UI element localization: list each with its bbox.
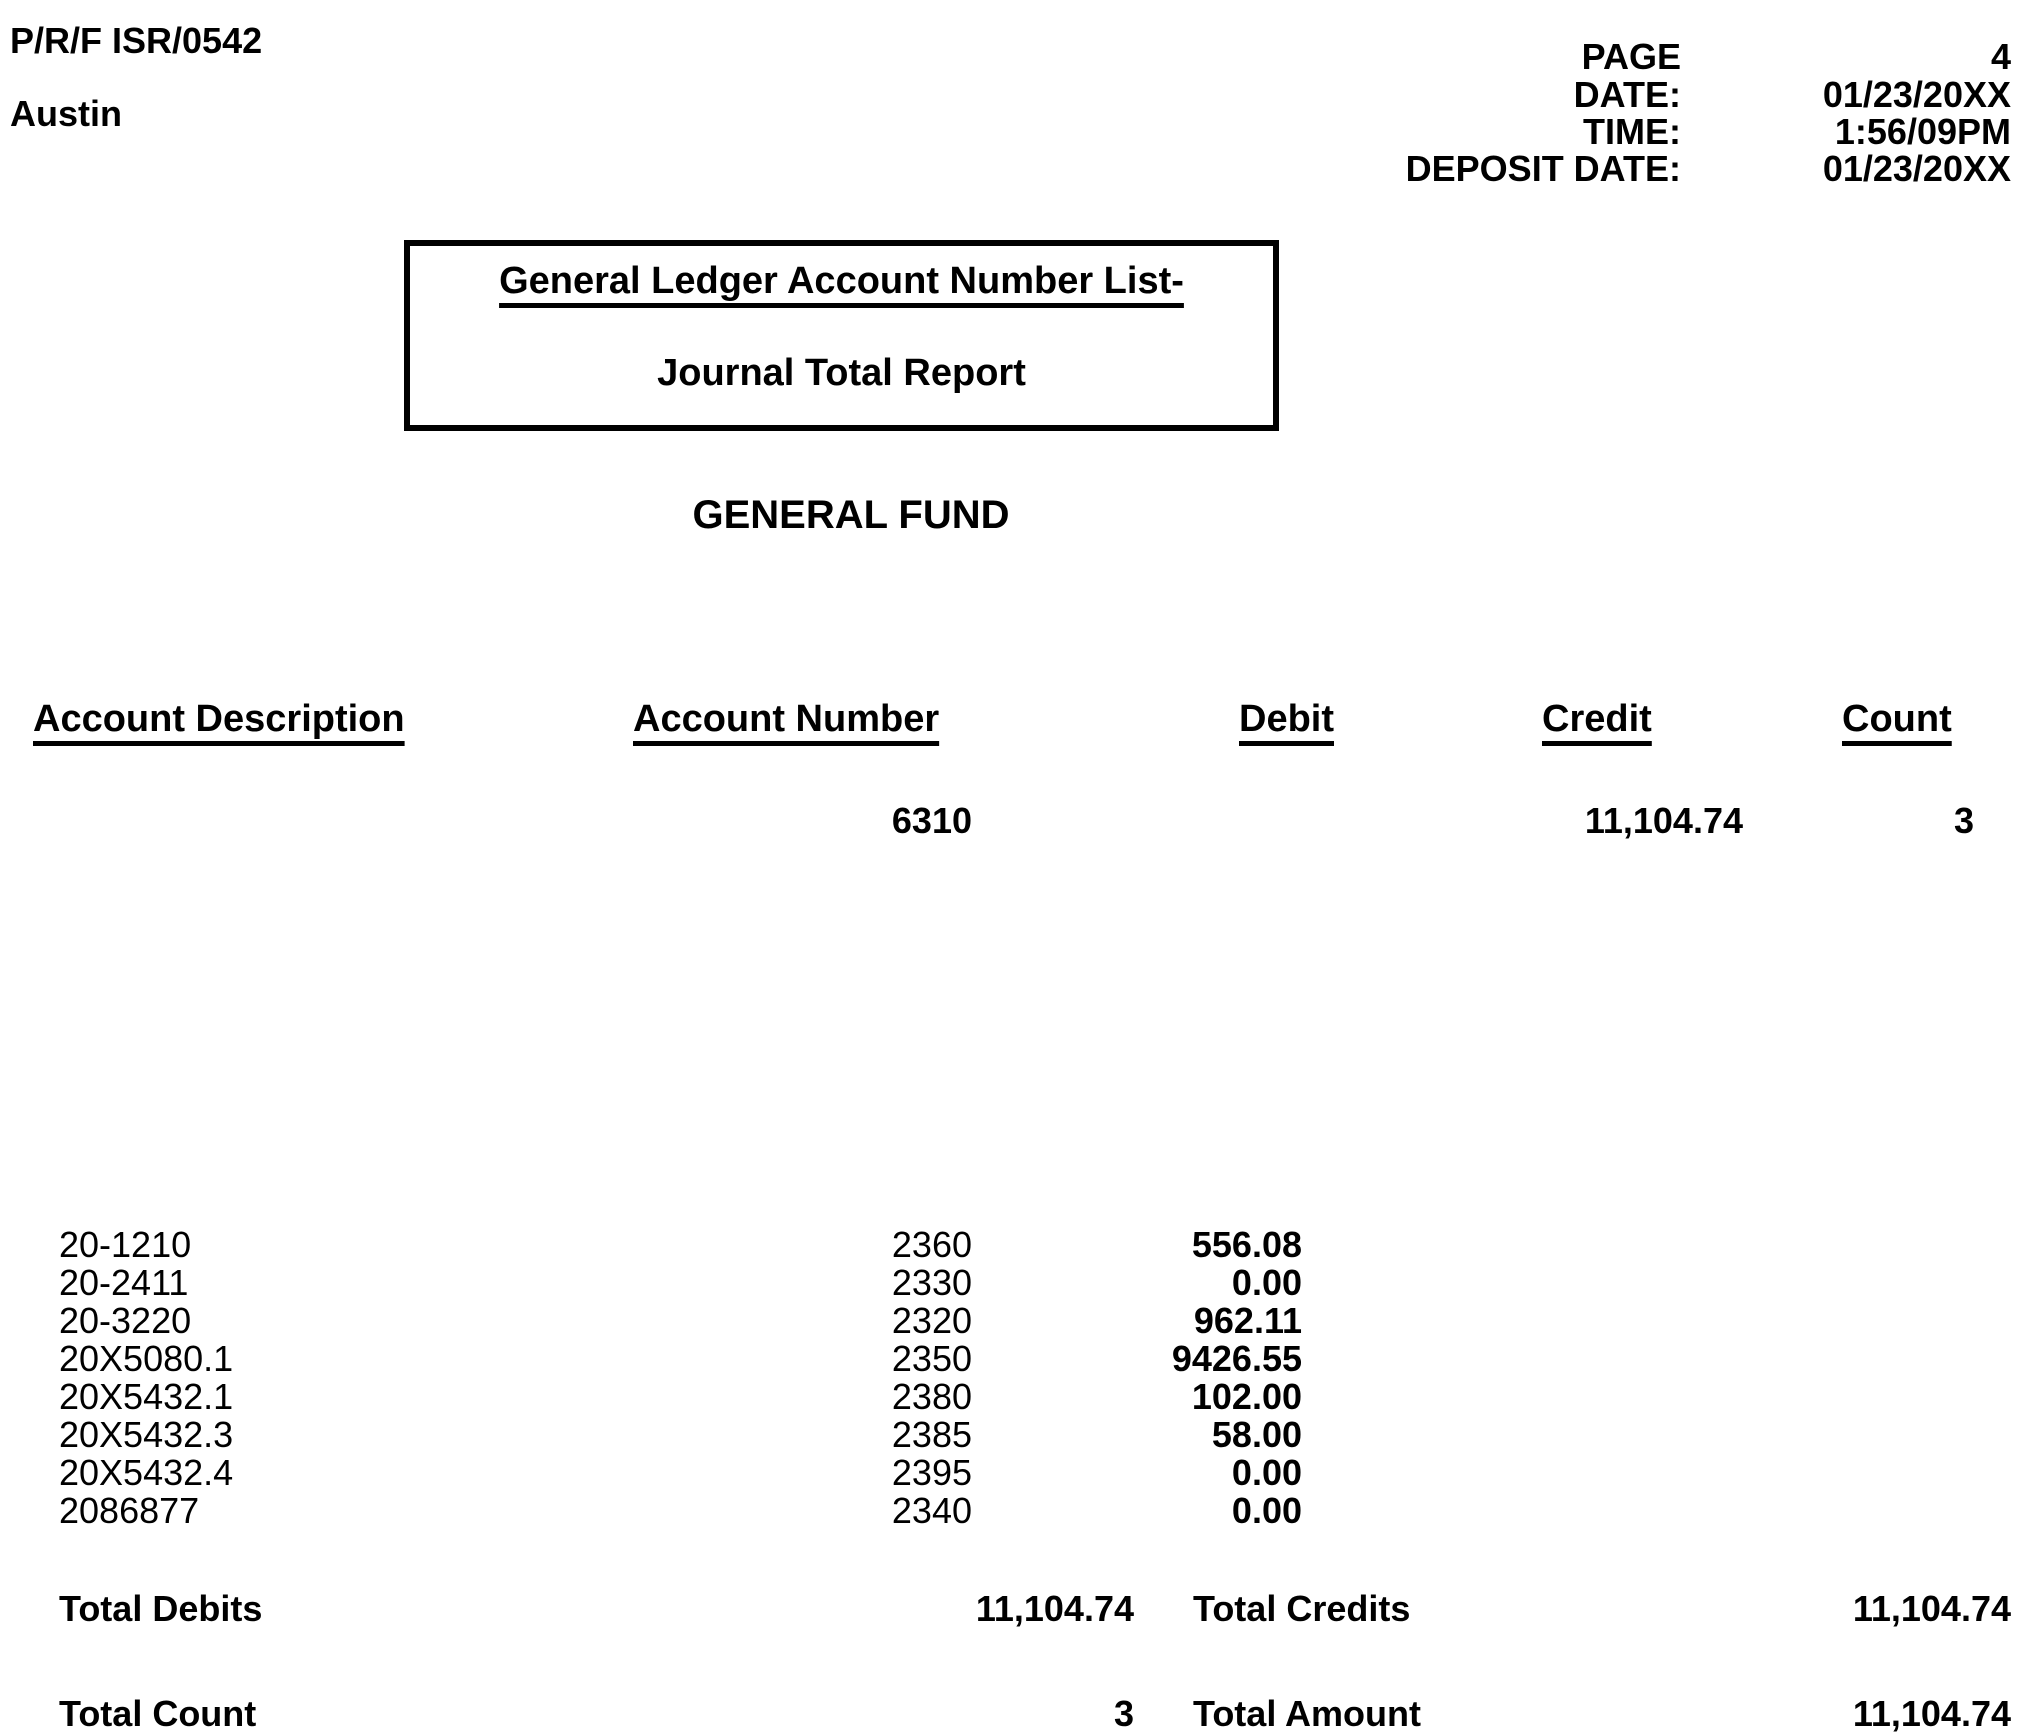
account-description: 20-3220 (59, 1300, 192, 1341)
total-credits-label: Total Credits (1193, 1588, 1411, 1629)
account-debit: 962.11 (1193, 1300, 1302, 1341)
date-value: 01/23/20XX (1822, 74, 2011, 115)
summary-row (0, 800, 2025, 844)
report-code: P/R/F ISR/0542 (10, 20, 263, 61)
meta-row-time (1000, 111, 2011, 152)
account-description: 20X5080.1 (59, 1338, 234, 1379)
column-header-debit: Debit (1239, 698, 1334, 740)
account-number: 2380 (891, 1376, 972, 1417)
meta-row-page (1000, 36, 2011, 77)
totals-row-debits-credits (0, 1588, 2025, 1632)
table-row (0, 1224, 2025, 1265)
page-value: 4 (1990, 36, 2011, 77)
time-value: 1:56/09PM (1834, 111, 2011, 152)
total-amount-value: 11,104.74 (1852, 1693, 2011, 1734)
account-description: 20-1210 (59, 1224, 192, 1265)
totals-row-count-amount (0, 1693, 2025, 1735)
table-row (0, 1338, 2025, 1379)
total-debits-value: 11,104.74 (975, 1588, 1134, 1629)
report-title-box (404, 240, 1279, 431)
summary-count: 3 (1953, 800, 1974, 841)
account-number: 2350 (891, 1338, 972, 1379)
total-debits-label: Total Debits (59, 1588, 263, 1629)
table-row (0, 1490, 2025, 1531)
summary-account-number: 6310 (891, 800, 972, 841)
account-number: 2320 (891, 1300, 972, 1341)
account-debit: 58.00 (1211, 1414, 1302, 1455)
table-row (0, 1452, 2025, 1493)
deposit-date-value: 01/23/20XX (1822, 148, 2011, 189)
account-description: 20-2411 (59, 1262, 189, 1303)
total-count-label: Total Count (59, 1693, 257, 1734)
account-debit: 0.00 (1231, 1452, 1302, 1493)
meta-row-date (1000, 74, 2011, 115)
account-description: 20X5432.1 (59, 1376, 234, 1417)
time-label: TIME: (1583, 111, 1681, 152)
account-debit: 0.00 (1231, 1490, 1302, 1531)
summary-credit: 11,104.74 (1584, 800, 1743, 841)
table-row (0, 1376, 2025, 1417)
account-number: 2385 (891, 1414, 972, 1455)
report-title-line2: Journal Total Report (657, 352, 1026, 394)
column-header-account-number: Account Number (633, 698, 940, 740)
report-location: Austin (10, 93, 122, 134)
deposit-date-label: DEPOSIT DATE: (1405, 148, 1681, 189)
account-description: 20X5432.4 (59, 1452, 234, 1493)
account-number: 2330 (891, 1262, 972, 1303)
account-description: 2086877 (59, 1490, 200, 1531)
table-row (0, 1414, 2025, 1455)
fund-name-heading: GENERAL FUND (692, 493, 1010, 537)
report-title-line1: General Ledger Account Number List- (499, 260, 1184, 302)
date-label: DATE: (1573, 74, 1681, 115)
total-count-value: 3 (1113, 1693, 1134, 1734)
total-amount-label: Total Amount (1193, 1693, 1421, 1734)
column-header-account-description: Account Description (33, 698, 405, 740)
column-header-credit: Credit (1542, 698, 1652, 740)
account-description: 20X5432.3 (59, 1414, 234, 1455)
account-debit: 0.00 (1231, 1262, 1302, 1303)
account-number: 2360 (891, 1224, 972, 1265)
page-label: PAGE (1581, 36, 1681, 77)
account-number: 2395 (891, 1452, 972, 1493)
table-row (0, 1262, 2025, 1303)
table-row (0, 1300, 2025, 1341)
column-header-count: Count (1842, 698, 1952, 740)
account-debit: 9426.55 (1171, 1338, 1302, 1379)
account-debit: 102.00 (1191, 1376, 1302, 1417)
account-number: 2340 (891, 1490, 972, 1531)
account-debit: 556.08 (1191, 1224, 1302, 1265)
meta-row-deposit-date (1000, 148, 2011, 189)
total-credits-value: 11,104.74 (1852, 1588, 2011, 1629)
